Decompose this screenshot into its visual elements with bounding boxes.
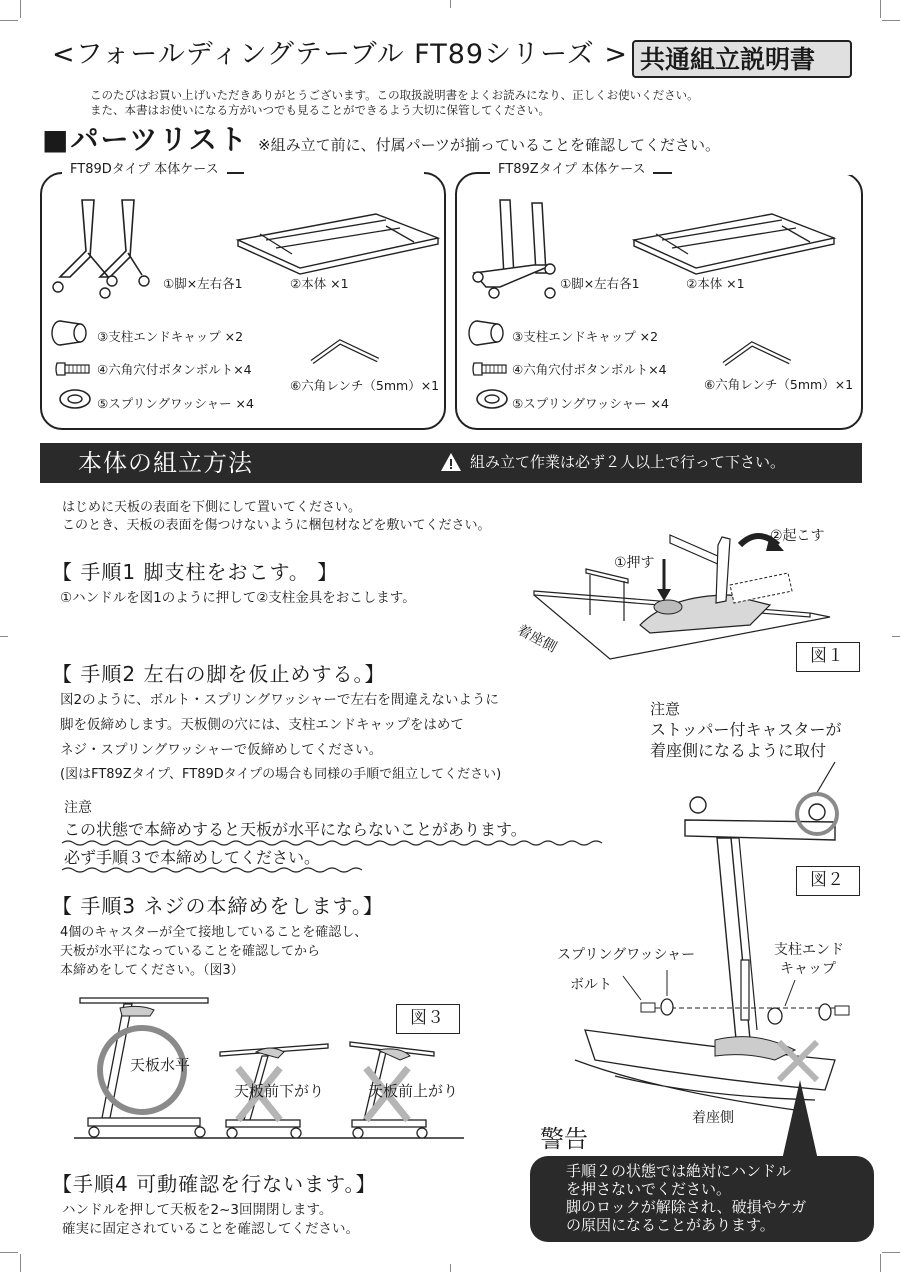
bolt-z-icon <box>472 360 508 378</box>
fig1-push-label: ①押す <box>614 555 655 571</box>
fig2-washer-label: スプリングワッシャー <box>557 947 696 963</box>
intro-line-2: また、本書はお使いになる方がいつでも見ることができるよう大切に保管してください。 <box>90 103 550 117</box>
hex-wrench-d-icon <box>310 338 380 366</box>
alert-line-3: 脚のロックが解除され、破損やケガ <box>566 1198 807 1216</box>
part-d-bolt: ④六角穴付ボタンボルト×4 <box>97 362 252 377</box>
fig2-side-label: 着座側 <box>692 1110 734 1126</box>
fig3-front-down-label: 天板前下がり <box>234 1082 325 1100</box>
step2-text-1: 図2のように、ボルト・スプリングワッシャーで左右を間違えないように <box>60 692 499 708</box>
fig3-front-up-label: 天板前上がり <box>368 1082 459 1100</box>
part-z-leg: ①脚×左右各1 <box>560 276 640 291</box>
manual-badge <box>632 40 852 78</box>
part-z-bolt: ④六角穴付ボタンボルト×4 <box>512 362 667 377</box>
fig2-bolt-label: ボルト <box>570 977 612 993</box>
fig3-label: 図３ <box>410 1008 444 1028</box>
assembly-warning: 組み立て作業は必ず２人以上で行って下さい。 <box>470 453 786 471</box>
table-top-d-illustration <box>236 212 441 274</box>
step1-text: ①ハンドルを図1のように押して②支柱金具をおこします。 <box>60 590 416 606</box>
fig2-cap-label-2: キャップ <box>780 961 836 977</box>
step2-text-4: (図はFT89Zタイプ、FT89Dタイプの場合も同様の手順で組立してください) <box>60 767 502 782</box>
step2-note-1: この状態で本締めすると天板が水平にならないことがあります。 <box>64 820 527 839</box>
washer-z-icon <box>475 388 509 410</box>
fig2-note-2: 着座側になるように取付 <box>650 741 827 760</box>
end-cap-z-icon <box>467 318 509 348</box>
part-d-wrench: ⑥六角レンチ（5mm）×1 <box>290 378 440 393</box>
part-z-washer: ⑤スプリングワッシャー ×4 <box>512 396 669 411</box>
fig3-level-label: 天板水平 <box>130 1056 191 1074</box>
step2-note-2: 必ず手順３で本締めしてください。 <box>64 848 321 867</box>
bolt-d-icon <box>55 360 91 378</box>
parts-note: ※組み立て前に、付属パーツが揃っていることを確認してください。 <box>258 136 720 154</box>
step1-title: 【 手順1 脚支柱をおこす。 】 <box>52 560 339 584</box>
step4-title: 【手順4 可動確認を行ないます。】 <box>52 1172 377 1196</box>
table-top-z-illustration <box>632 212 837 274</box>
leg-d-illustration <box>50 195 150 300</box>
part-z-wrench: ⑥六角レンチ（5mm）×1 <box>704 377 854 392</box>
alert-heading: 警告 <box>540 1125 588 1153</box>
step2-title: 【 手順2 左右の脚を仮止めする。】 <box>52 662 386 686</box>
part-d-leg: ①脚×左右各1 <box>163 276 243 291</box>
step3-text-3: 本締めをしてください。（図3） <box>60 963 244 978</box>
wavy-underline <box>62 840 612 874</box>
step3-text-2: 天板が水平になっていることを確認してから <box>60 944 321 959</box>
assembly-banner-title: 本体の組立方法 <box>78 449 253 477</box>
warning-triangle-icon <box>440 452 462 472</box>
step3-text-1: 4個のキャスターが全て接地していることを確認し、 <box>60 925 368 940</box>
fig2-label: 図２ <box>810 870 844 890</box>
parts-box-d-title: FT89Dタイプ 本体ケース <box>62 162 227 178</box>
fig2-cap-label-1: 支柱エンド <box>774 942 844 958</box>
parts-heading: ■パーツリスト <box>42 123 249 156</box>
step2-text-2: 脚を仮締めします。天板側の穴には、支柱エンドキャップをはめて <box>60 717 464 733</box>
page-title: <フォールディングテーブル FT89シリーズ > <box>52 39 628 70</box>
parts-box-z-title: FT89Zタイプ 本体ケース <box>490 162 653 178</box>
step4-text-2: 確実に固定されていることを確認してください。 <box>62 1221 359 1237</box>
intro-line-1: このたびはお買い上げいただきありがとうございます。この取扱説明書をよくお読みになり、正しくお使いください。 <box>90 88 699 102</box>
step2-note-label: 注意 <box>64 800 92 816</box>
fig2-note-1: ストッパー付キャスターが <box>650 720 842 739</box>
manual-badge-label: 共通組立説明書 <box>640 45 816 74</box>
alert-line-4: の原因になることがあります。 <box>566 1216 775 1234</box>
part-d-washer: ⑤スプリングワッシャー ×4 <box>97 396 254 411</box>
part-d-body: ②本体 ×1 <box>290 276 349 291</box>
part-z-cap: ③支柱エンドキャップ ×2 <box>512 329 659 344</box>
step3-title: 【 手順3 ネジの本締めをします。】 <box>52 894 384 918</box>
alert-line-2: を押さないでください。 <box>566 1180 732 1198</box>
step4-text-1: ハンドルを押して天板を2~3回開閉します。 <box>62 1202 333 1218</box>
alert-pointer <box>780 1080 820 1160</box>
fig2-note-label: 注意 <box>650 700 681 718</box>
end-cap-d-icon <box>50 318 92 348</box>
alert-line-1: 手順２の状態では絶対にハンドル <box>566 1162 792 1180</box>
part-d-cap: ③支柱エンドキャップ ×2 <box>97 329 244 344</box>
step2-text-3: ネジ・スプリングワッシャーで仮締めしてください。 <box>60 742 383 758</box>
fig1-side-label: 着座側 <box>514 622 560 656</box>
fig1-raise-label: ②起こす <box>770 528 825 544</box>
prep-line-2: このとき、天板の表面を傷つけないように梱包材などを敷いてください。 <box>62 518 491 533</box>
leg-z-illustration <box>470 195 565 305</box>
part-z-body: ②本体 ×1 <box>686 276 745 291</box>
prep-line-1: はじめに天板の表面を下側にして置いてください。 <box>62 500 362 515</box>
washer-d-icon <box>58 388 92 410</box>
fig1-label: 図１ <box>810 646 844 666</box>
hex-wrench-z-icon <box>722 340 792 368</box>
